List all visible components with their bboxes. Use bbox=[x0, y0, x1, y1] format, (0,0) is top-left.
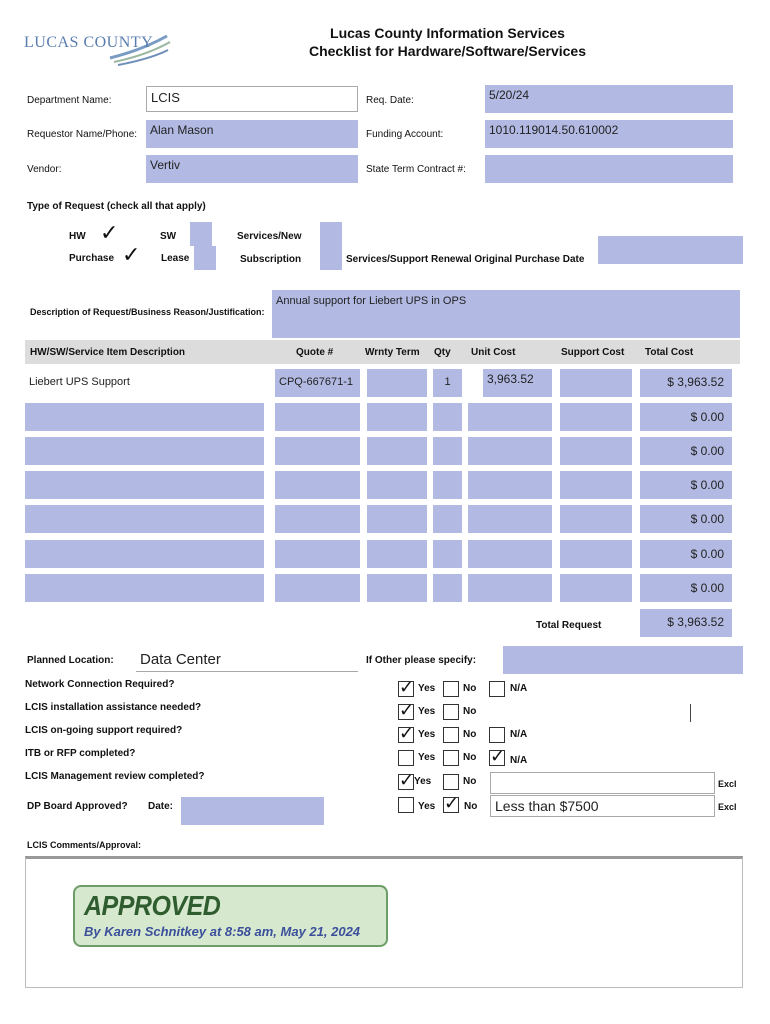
description-field[interactable]: Annual support for Liebert UPS in OPS bbox=[272, 290, 740, 338]
q-install-no-label: No bbox=[463, 706, 477, 717]
col-unit-cost: Unit Cost bbox=[471, 347, 516, 358]
q-mgmt-no-label: No bbox=[463, 776, 477, 787]
q-support-yes-label: Yes bbox=[418, 729, 436, 740]
row-7-unit-cost[interactable] bbox=[468, 574, 552, 602]
q-network-no-checkbox[interactable] bbox=[443, 681, 459, 697]
purchase-label: Purchase bbox=[69, 253, 115, 264]
funding-field[interactable]: 1010.119014.50.610002 bbox=[485, 120, 733, 148]
q-dpboard-label: DP Board Approved? bbox=[27, 801, 128, 812]
q-install-yes-mark-icon: ✓ bbox=[399, 700, 415, 721]
row-2-qty[interactable] bbox=[433, 403, 462, 431]
purchase-check-icon[interactable]: ✓ bbox=[122, 243, 141, 268]
q-itb-yes-label: Yes bbox=[418, 752, 436, 763]
requestor-field[interactable]: Alan Mason bbox=[146, 120, 358, 148]
q-dpboard-no-mark-icon: ✓ bbox=[444, 793, 460, 814]
q-support-no-label: No bbox=[463, 729, 477, 740]
sw-label: SW bbox=[160, 231, 177, 242]
state-contract-label: State Term Contract #: bbox=[366, 164, 466, 175]
q-network-label: Network Connection Required? bbox=[25, 679, 175, 690]
row-1-quote[interactable]: CPQ-667671-1 bbox=[275, 369, 360, 397]
department-label: Department Name: bbox=[27, 95, 112, 106]
sw-checkbox[interactable] bbox=[190, 222, 212, 246]
title-line-2: Checklist for Hardware/Software/Services bbox=[308, 43, 586, 59]
row-4-total: $ 0.00 bbox=[640, 471, 732, 499]
funding-label: Funding Account: bbox=[366, 129, 444, 140]
row-2-term[interactable] bbox=[367, 403, 427, 431]
row-5-quote[interactable] bbox=[275, 505, 360, 533]
hw-label: HW bbox=[69, 231, 86, 242]
renewal-label: Services/Support Renewal Original Purchase Date bbox=[346, 254, 585, 265]
row-4-quote[interactable] bbox=[275, 471, 360, 499]
q-support-na-checkbox[interactable] bbox=[489, 727, 505, 743]
q-itb-na-mark-icon: ✓ bbox=[490, 746, 506, 767]
row-5-qty[interactable] bbox=[433, 505, 462, 533]
q-network-na-label: N/A bbox=[510, 683, 528, 694]
county-logo bbox=[22, 28, 172, 68]
row-6-support-cost[interactable] bbox=[560, 540, 632, 568]
excl-label-2: Excl bbox=[718, 802, 737, 812]
q-mgmt-no-checkbox[interactable] bbox=[443, 774, 459, 790]
q-mgmt-yes-mark-icon: ✓ bbox=[399, 770, 415, 791]
stamp-approver: By Karen Schnitkey at 8:58 am, May 21, 2024 bbox=[84, 924, 361, 939]
excl-label-1: Excl bbox=[718, 779, 737, 789]
row-2-total: $ 0.00 bbox=[640, 403, 732, 431]
row-5-unit-cost[interactable] bbox=[468, 505, 552, 533]
row-7-term[interactable] bbox=[367, 574, 427, 602]
q-support-na-label: N/A bbox=[510, 729, 528, 740]
q-itb-yes-checkbox[interactable] bbox=[398, 750, 414, 766]
row-2-support-cost[interactable] bbox=[560, 403, 632, 431]
q-network-yes-label: Yes bbox=[418, 683, 436, 694]
planned-location-label: Planned Location: bbox=[27, 655, 114, 666]
row-4-support-cost[interactable] bbox=[560, 471, 632, 499]
row-6-term[interactable] bbox=[367, 540, 427, 568]
col-quote: Quote # bbox=[296, 347, 334, 358]
subscription-label: Subscription bbox=[240, 254, 302, 265]
q-itb-label: ITB or RFP completed? bbox=[25, 748, 136, 759]
q-install-label: LCIS installation assistance needed? bbox=[25, 702, 202, 713]
row-3-term[interactable] bbox=[367, 437, 427, 465]
approval-stamp bbox=[73, 885, 388, 947]
subscription-checkbox[interactable] bbox=[320, 246, 342, 270]
row-1-description[interactable]: Liebert UPS Support bbox=[25, 369, 264, 397]
row-1-support-cost[interactable] bbox=[560, 369, 632, 397]
q-support-no-checkbox[interactable] bbox=[443, 727, 459, 743]
total-request-value: $ 3,963.52 bbox=[640, 609, 732, 637]
other-location-field[interactable] bbox=[503, 646, 743, 674]
row-5-description[interactable] bbox=[25, 505, 264, 533]
row-3-description[interactable] bbox=[25, 437, 264, 465]
row-3-qty[interactable] bbox=[433, 437, 462, 465]
requestor-label: Requestor Name/Phone: bbox=[27, 129, 138, 140]
q-mgmt-label: LCIS Management review completed? bbox=[25, 771, 205, 782]
q-network-na-checkbox[interactable] bbox=[489, 681, 505, 697]
stamp-title: APPROVED bbox=[84, 891, 221, 922]
row-4-description[interactable] bbox=[25, 471, 264, 499]
q-itb-no-label: No bbox=[463, 752, 477, 763]
col-description: HW/SW/Service Item Description bbox=[30, 347, 186, 358]
vendor-field[interactable]: Vertiv bbox=[146, 155, 358, 183]
description-label: Description of Request/Business Reason/Justification: bbox=[30, 307, 265, 317]
q-mgmt-note-field[interactable] bbox=[490, 772, 715, 794]
q-itb-na-label: N/A bbox=[510, 755, 528, 766]
row-1-unit-cost[interactable]: 3,963.52 bbox=[483, 369, 552, 397]
row-7-description[interactable] bbox=[25, 574, 264, 602]
q-dpboard-yes-checkbox[interactable] bbox=[398, 797, 414, 813]
row-6-qty[interactable] bbox=[433, 540, 462, 568]
dp-amount-field[interactable]: Less than $7500 bbox=[490, 795, 715, 817]
row-7-support-cost[interactable] bbox=[560, 574, 632, 602]
q-network-yes-mark-icon: ✓ bbox=[399, 677, 415, 698]
request-type-heading: Type of Request (check all that apply) bbox=[27, 201, 206, 212]
row-6-description[interactable] bbox=[25, 540, 264, 568]
row-1-qty[interactable]: 1 bbox=[433, 369, 462, 397]
q-install-yes-label: Yes bbox=[418, 706, 436, 717]
row-7-total: $ 0.00 bbox=[640, 574, 732, 602]
lease-label: Lease bbox=[161, 253, 190, 264]
row-7-qty[interactable] bbox=[433, 574, 462, 602]
title-line-1: Lucas County Information Services bbox=[330, 25, 565, 41]
req-date-label: Req. Date: bbox=[366, 95, 414, 106]
col-warranty-term: Wrnty Term bbox=[365, 347, 420, 358]
row-6-total: $ 0.00 bbox=[640, 540, 732, 568]
q-network-no-label: No bbox=[463, 683, 477, 694]
dp-date-label: Date: bbox=[148, 801, 174, 812]
row-4-unit-cost[interactable] bbox=[468, 471, 552, 499]
text-cursor-icon bbox=[690, 704, 691, 722]
row-2-quote[interactable] bbox=[275, 403, 360, 431]
row-1-total: $ 3,963.52 bbox=[640, 369, 732, 397]
services-new-label: Services/New bbox=[237, 231, 302, 242]
row-7-quote[interactable] bbox=[275, 574, 360, 602]
renewal-date-field[interactable] bbox=[598, 236, 743, 264]
vendor-label: Vendor: bbox=[27, 164, 62, 175]
row-3-support-cost[interactable] bbox=[560, 437, 632, 465]
row-5-term[interactable] bbox=[367, 505, 427, 533]
row-1-term[interactable] bbox=[367, 369, 427, 397]
row-5-support-cost[interactable] bbox=[560, 505, 632, 533]
q-dpboard-yes-label: Yes bbox=[418, 801, 436, 812]
row-2-unit-cost[interactable] bbox=[468, 403, 552, 431]
page-title bbox=[250, 24, 645, 60]
services-new-checkbox[interactable] bbox=[320, 222, 342, 246]
col-total-cost: Total Cost bbox=[645, 347, 694, 358]
department-field[interactable]: LCIS bbox=[146, 86, 358, 112]
comments-label: LCIS Comments/Approval: bbox=[27, 840, 142, 850]
q-support-label: LCIS on-going support required? bbox=[25, 725, 183, 736]
row-6-unit-cost[interactable] bbox=[468, 540, 552, 568]
hw-check-icon[interactable]: ✓ bbox=[100, 221, 119, 246]
col-support-cost: Support Cost bbox=[561, 347, 625, 358]
planned-location-field[interactable]: Data Center bbox=[136, 648, 358, 672]
row-3-unit-cost[interactable] bbox=[468, 437, 552, 465]
state-contract-field[interactable] bbox=[485, 155, 733, 183]
lease-checkbox[interactable] bbox=[194, 246, 216, 270]
total-request-label: Total Request bbox=[536, 620, 602, 631]
req-date-field[interactable]: 5/20/24 bbox=[485, 85, 733, 113]
q-install-no-checkbox[interactable] bbox=[443, 704, 459, 720]
q-dpboard-no-label: No bbox=[464, 801, 478, 812]
row-3-total: $ 0.00 bbox=[640, 437, 732, 465]
q-support-yes-mark-icon: ✓ bbox=[399, 723, 415, 744]
other-location-label: If Other please specify: bbox=[366, 655, 477, 666]
col-qty: Qty bbox=[434, 347, 451, 358]
q-mgmt-yes-label: Yes bbox=[414, 776, 432, 787]
row-3-quote[interactable] bbox=[275, 437, 360, 465]
row-6-quote[interactable] bbox=[275, 540, 360, 568]
q-itb-no-checkbox[interactable] bbox=[443, 750, 459, 766]
row-4-term[interactable] bbox=[367, 471, 427, 499]
logo-text: LUCAS COUNTY bbox=[24, 34, 154, 51]
dp-date-field[interactable] bbox=[181, 797, 324, 825]
row-4-qty[interactable] bbox=[433, 471, 462, 499]
row-2-description[interactable] bbox=[25, 403, 264, 431]
row-5-total: $ 0.00 bbox=[640, 505, 732, 533]
